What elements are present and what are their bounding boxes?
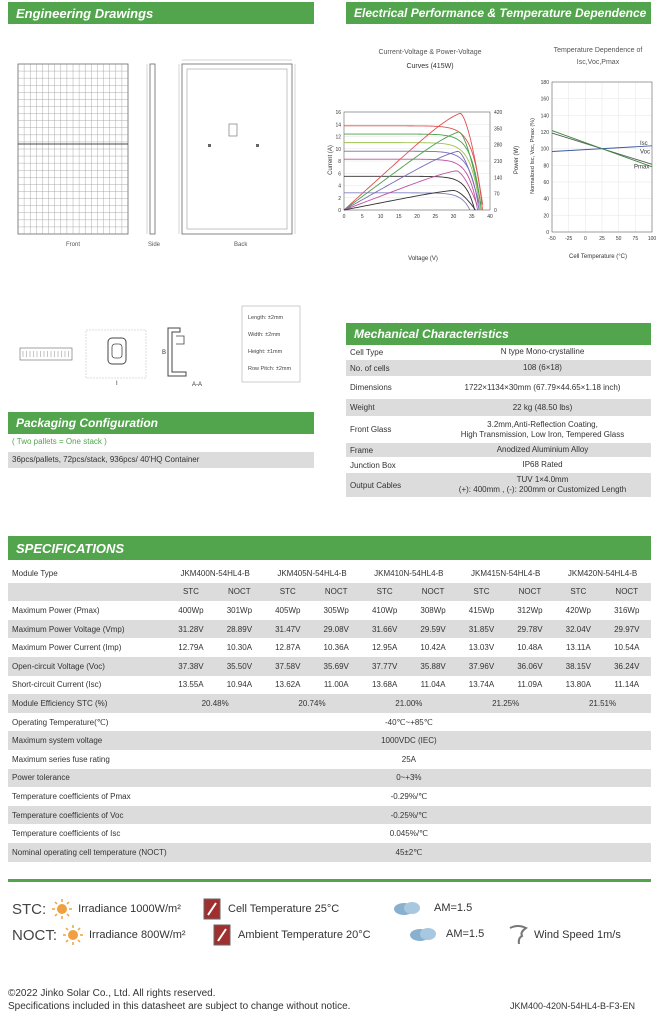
spec-value: 11.09A xyxy=(517,680,543,690)
noct-label: NOCT: xyxy=(12,926,57,944)
front-label: Front xyxy=(66,242,81,248)
noct-temperature xyxy=(212,924,371,946)
spec-value: 12.95A xyxy=(371,643,398,653)
spec-value: 415Wp xyxy=(468,605,495,615)
cross-section-drawings xyxy=(8,300,338,400)
spec-label: Maximum series fuse rating xyxy=(12,754,110,764)
temp-label-isc: Isc xyxy=(640,140,648,147)
iv-y-label: Current (A) xyxy=(328,145,334,175)
temp-y-tick: 40 xyxy=(543,196,549,203)
noct-wind xyxy=(508,924,621,946)
mech-row-dimensions xyxy=(346,377,651,399)
temp-label-voc: Voc xyxy=(640,149,651,156)
mech-value: TUV 1×4.0mm xyxy=(516,475,569,484)
specifications-table xyxy=(8,564,651,862)
iv-chart-title: Current-Voltage & Power-Voltage xyxy=(378,49,482,56)
spec-value: 13.68A xyxy=(371,680,398,690)
spec-value: 11.14A xyxy=(614,680,640,690)
iv-y-tick: 16 xyxy=(335,110,341,116)
spec-value: 13.55A xyxy=(178,680,204,690)
spec-row xyxy=(8,806,651,825)
spec-label: Open-circuit Voltage (Voc) xyxy=(8,657,167,676)
spec-value: 28.89V xyxy=(215,620,263,639)
iv-y-tick: 4 xyxy=(338,183,341,190)
packaging-header: Packaging Configuration xyxy=(8,412,314,434)
spec-value: 29.97V xyxy=(603,620,651,639)
temp-x-tick: 75 xyxy=(632,236,639,242)
temp-x-label: Cell Temperature (°C) xyxy=(569,254,627,260)
spec-value: 1000VDC (IEC) xyxy=(167,731,651,750)
mechanical-header: Mechanical Characteristics xyxy=(346,323,651,345)
mech-value-2: High Transmission, Low Iron, Tempered Glass xyxy=(460,429,625,439)
mech-key: Output Cables xyxy=(350,480,402,490)
iv-pv-chart xyxy=(318,44,518,266)
stc-am-value: AM=1.5 xyxy=(434,902,473,914)
spec-value: 13.62A xyxy=(275,680,301,690)
spec-value: 0~+3% xyxy=(167,769,651,788)
mech-value: Anodized Aluminium Alloy xyxy=(496,445,589,454)
noct-header: NOCT xyxy=(312,583,360,602)
cloud-icon xyxy=(408,924,438,944)
temp-y-tick: 160 xyxy=(540,96,549,103)
back-label: Back xyxy=(234,242,248,248)
front-view-drawing xyxy=(18,64,128,234)
iv-y-tick: 2 xyxy=(338,195,341,202)
mech-value: IP68 Rated xyxy=(522,460,563,469)
blank-cell xyxy=(8,583,167,602)
iv-chart-subtitle: Curves (415W) xyxy=(406,63,454,70)
spec-value: 10.30A xyxy=(226,643,253,653)
iv-x-tick: 15 xyxy=(395,214,402,220)
model-name: JKM400N-54HL4-B xyxy=(180,568,250,578)
model-name: JKM405N-54HL4-B xyxy=(277,568,347,578)
stc-cell-temp: Cell Temperature 25°C xyxy=(228,903,340,915)
stc-header: STC xyxy=(264,583,312,602)
spec-value: 37.38V xyxy=(167,657,215,676)
frame-profile-drawing xyxy=(162,328,202,388)
noct-ambient-temp: Ambient Temperature 20°C xyxy=(238,929,371,941)
temp-x-tick: 100 xyxy=(647,236,657,242)
spec-value: 0.045%/℃ xyxy=(389,829,429,839)
mech-value-2: (+): 400mm , (-): 200mm or Customized Length xyxy=(458,485,627,494)
mech-row-cells xyxy=(346,360,651,377)
spec-label: Maximum system voltage xyxy=(8,731,167,750)
mech-key: Frame xyxy=(350,445,374,455)
sun-icon xyxy=(50,898,74,920)
packaging-note: ( Two pallets = One stack ) xyxy=(12,437,107,446)
spec-value: 35.88V xyxy=(409,657,457,676)
spec-value: 308Wp xyxy=(420,605,446,615)
cloud-icon xyxy=(392,898,422,918)
iv-y-tick: 6 xyxy=(338,171,341,178)
noct-am xyxy=(408,924,484,944)
spec-value: -0.29%/℃ xyxy=(390,791,428,801)
iv-x-tick: 20 xyxy=(414,214,420,220)
temp-x-tick: 25 xyxy=(599,236,605,242)
iv-x-tick: 25 xyxy=(432,214,439,220)
spec-value: 305Wp xyxy=(323,605,349,615)
noct-header: NOCT xyxy=(603,583,651,602)
iv-y2-tick: 210 xyxy=(494,159,503,165)
iv-y-tick: 12 xyxy=(335,134,341,141)
iv-x-tick: 30 xyxy=(450,214,457,220)
noct-wind-speed: Wind Speed 1m/s xyxy=(534,929,621,941)
iv-x-label: Voltage (V) xyxy=(408,256,438,262)
spec-row xyxy=(8,657,651,676)
noct-header: NOCT xyxy=(506,583,554,602)
spec-value: 301Wp xyxy=(226,605,253,615)
efficiency-value: 21.51% xyxy=(554,694,651,713)
spec-row xyxy=(8,638,651,657)
spec-value: 32.04V xyxy=(554,620,602,639)
mech-value: 3.2mm,Anti-Reflection Coating, xyxy=(487,419,598,429)
spec-value: 10.36A xyxy=(323,643,349,653)
spec-value: 37.96V xyxy=(457,657,505,676)
spec-value: 10.94A xyxy=(226,680,253,690)
efficiency-value: 20.74% xyxy=(264,694,361,713)
spec-row xyxy=(8,713,651,732)
mech-row-glass xyxy=(346,417,651,443)
efficiency-value: 21.25% xyxy=(457,694,554,713)
spec-label: Module Efficiency STC (%) xyxy=(8,694,167,713)
temperature-chart xyxy=(526,44,661,266)
spec-label: Power tolerance xyxy=(8,769,167,788)
mech-row-junction xyxy=(346,458,651,473)
mech-value: 22 kg (48.50 lbs) xyxy=(512,402,573,412)
spec-value: 13.03V xyxy=(468,643,495,653)
stc-label: STC: xyxy=(12,900,47,918)
mech-row-frame xyxy=(346,443,651,458)
divider xyxy=(8,879,651,882)
noct-am-value: AM=1.5 xyxy=(446,928,485,940)
spec-value: 45±2℃ xyxy=(167,843,651,862)
iv-y2-tick: 0 xyxy=(494,208,497,214)
spec-label: Maximum Power Current (Imp) xyxy=(12,643,122,653)
packaging-detail: 36pcs/pallets, 72pcs/stack, 936pcs/ 40'HQ Container xyxy=(8,452,314,468)
notice: Specifications included in this datasheet are subject to change without notice. xyxy=(8,1001,351,1012)
spec-value: 38.15V xyxy=(554,657,602,676)
temp-label-pmax: Pmax xyxy=(634,164,650,171)
mech-row-weight xyxy=(346,399,651,417)
specifications-header: SPECIFICATIONS xyxy=(8,536,651,560)
stc-conditions xyxy=(12,898,181,920)
spec-row xyxy=(8,676,651,695)
iv-x-tick: 10 xyxy=(377,214,384,220)
temp-x-tick: 50 xyxy=(615,236,622,242)
spec-value: 410Wp xyxy=(371,605,398,615)
iv-y-tick: 14 xyxy=(335,122,341,129)
spec-label: Maximum Power (Pmax) xyxy=(12,605,100,615)
section-i-label: I xyxy=(116,381,118,387)
stc-irradiance: Irradiance 1000W/m² xyxy=(78,903,181,915)
temp-chart-subtitle: Isc,Voc,Pmax xyxy=(576,59,620,66)
spec-value: 405Wp xyxy=(275,605,301,615)
spec-value: 12.87A xyxy=(275,643,301,653)
document-id: JKM400-420N-54HL4-B-F3-EN xyxy=(510,1001,636,1011)
thermometer-icon xyxy=(212,924,232,946)
spec-value: 35.69V xyxy=(312,657,360,676)
temp-y-tick: 60 xyxy=(543,180,549,186)
temp-y-tick: 80 xyxy=(543,163,549,170)
spec-value: 10.54A xyxy=(614,643,640,653)
spec-value: 11.00A xyxy=(323,680,349,690)
spec-value: 420Wp xyxy=(565,605,591,615)
section-aa-label: A-A xyxy=(192,382,203,388)
spec-value: 10.48A xyxy=(517,643,543,653)
stc-am xyxy=(392,898,472,918)
side-view-drawing xyxy=(147,64,155,234)
engineering-drawings xyxy=(8,44,314,264)
thermometer-icon xyxy=(202,898,222,920)
spec-value: 312Wp xyxy=(517,605,543,615)
spec-value: 13.11A xyxy=(565,643,591,653)
spec-row xyxy=(8,731,651,750)
temp-chart-title: Temperature Dependence of xyxy=(553,47,643,54)
spec-value: -40℃~+85℃ xyxy=(384,717,433,727)
spec-value: 400Wp xyxy=(178,605,204,615)
spec-row xyxy=(8,750,651,769)
mech-value: 1722×1134×30mm (67.79×44.65×1.18 inch) xyxy=(464,382,621,392)
spec-value: 37.58V xyxy=(264,657,312,676)
mech-key: Weight xyxy=(350,403,375,412)
iv-y2-tick: 280 xyxy=(494,142,503,149)
iv-x-tick: 35 xyxy=(468,214,475,220)
temp-x-tick: -50 xyxy=(548,236,556,242)
side-label: Side xyxy=(148,242,161,248)
iv-x-tick: 40 xyxy=(487,214,493,220)
model-name: JKM410N-54HL4-B xyxy=(374,568,444,578)
spec-value: 316Wp xyxy=(614,605,640,615)
iv-x-tick: 5 xyxy=(360,214,364,220)
temp-x-tick: 0 xyxy=(583,236,587,242)
stc-header: STC xyxy=(554,583,602,602)
spec-row xyxy=(8,787,651,806)
mech-key: Junction Box xyxy=(350,460,396,470)
mechanical-table xyxy=(346,345,651,498)
cable-drawing xyxy=(20,348,72,360)
spec-value: 29.08V xyxy=(312,620,360,639)
iv-series-pv-200 xyxy=(344,190,475,210)
iv-series-iv-200 xyxy=(344,193,470,210)
temp-y-tick: 100 xyxy=(540,146,549,153)
temp-x-tick: -25 xyxy=(565,236,573,242)
iv-series-pv-1000 xyxy=(344,113,483,210)
iv-y-tick: 8 xyxy=(338,159,341,165)
stc-header: STC xyxy=(167,583,215,602)
noct-header: NOCT xyxy=(409,583,457,602)
efficiency-row xyxy=(8,694,651,713)
temp-y-tick: 20 xyxy=(543,213,549,220)
section-b-label: B xyxy=(162,350,167,356)
height-tolerance: Height: ±1mm xyxy=(248,349,283,355)
spec-value: 36.24V xyxy=(603,657,651,676)
efficiency-value: 21.00% xyxy=(360,694,457,713)
spec-label: Maximum Power Voltage (Vmp) xyxy=(8,620,167,639)
spec-value: 37.77V xyxy=(360,657,408,676)
spec-value: 35.50V xyxy=(215,657,263,676)
iv-x-tick: 0 xyxy=(342,214,346,220)
tolerance-box xyxy=(242,306,300,382)
spec-value: 31.47V xyxy=(264,620,312,639)
spec-row xyxy=(8,620,651,639)
mech-key: Cell Type xyxy=(350,347,384,357)
engineering-drawings-header: Engineering Drawings xyxy=(8,2,314,24)
spec-value: -0.25%/℃ xyxy=(167,806,651,825)
spec-value: 29.59V xyxy=(409,620,457,639)
iv-y2-tick: 70 xyxy=(494,191,500,198)
mech-key: Dimensions xyxy=(350,383,392,392)
spec-value: 13.80A xyxy=(565,680,591,690)
mech-row-cell-type xyxy=(346,345,651,360)
spec-label: Temperature coefficients of Isc xyxy=(12,829,121,839)
spec-label: Temperature coefficients of Voc xyxy=(8,806,167,825)
stc-header: STC xyxy=(457,583,505,602)
stc-noct-row xyxy=(8,583,651,602)
back-view-drawing xyxy=(179,60,295,234)
iv-series-pv-400 xyxy=(344,171,477,210)
noct-header: NOCT xyxy=(215,583,263,602)
stc-header: STC xyxy=(360,583,408,602)
spec-label: Short-circuit Current (Isc) xyxy=(12,680,102,690)
mech-row-cables xyxy=(346,473,651,498)
module-type-row xyxy=(8,564,651,583)
row-pitch-tolerance: Row Pitch: ±2mm xyxy=(248,366,292,372)
iv-y2-tick: 140 xyxy=(494,175,503,182)
spec-value: 31.28V xyxy=(167,620,215,639)
iv-y-tick: 0 xyxy=(338,208,341,214)
iv-y-tick: 10 xyxy=(335,146,341,153)
spec-value: 11.04A xyxy=(420,680,446,690)
spec-row xyxy=(8,824,651,843)
electrical-performance-header: Electrical Performance & Temperature Dependence xyxy=(346,2,651,24)
mech-key: Front Glass xyxy=(350,425,392,434)
sun-icon xyxy=(61,924,85,946)
iv-y2-tick: 420 xyxy=(494,110,503,116)
spec-row xyxy=(8,843,651,862)
temp-y-tick: 120 xyxy=(540,130,549,136)
mech-value: N type Mono-crystalline xyxy=(500,347,585,356)
copyright: ©2022 Jinko Solar Co., Ltd. All rights reserved. xyxy=(8,988,216,999)
junction-box-drawing xyxy=(86,330,146,387)
width-tolerance: Width: ±2mm xyxy=(248,332,281,338)
iv-y2-tick: 350 xyxy=(494,126,503,133)
length-tolerance: Length: ±2mm xyxy=(248,315,284,321)
spec-value: 31.85V xyxy=(457,620,505,639)
spec-value: 13.74A xyxy=(468,680,495,690)
iv-y2-label: Power (W) xyxy=(514,145,520,175)
module-type-label: Module Type xyxy=(12,568,58,578)
spec-row xyxy=(8,769,651,788)
temp-y-tick: 140 xyxy=(540,113,549,120)
spec-label: Temperature coefficients of Pmax xyxy=(12,791,131,801)
spec-value: 25A xyxy=(401,754,416,764)
spec-value: 31.66V xyxy=(360,620,408,639)
spec-value: 29.78V xyxy=(506,620,554,639)
spec-value: 12.79A xyxy=(178,643,204,653)
efficiency-value: 20.48% xyxy=(167,694,264,713)
stc-temperature xyxy=(202,898,339,920)
model-name: JKM415N-54HL4-B xyxy=(471,568,541,578)
mech-key: No. of cells xyxy=(350,363,390,373)
temp-y-tick: 180 xyxy=(540,80,549,86)
wind-icon xyxy=(508,924,528,946)
noct-irradiance: Irradiance 800W/m² xyxy=(89,929,186,941)
spec-row xyxy=(8,601,651,620)
spec-value: 10.42A xyxy=(420,643,446,653)
spec-label: Nominal operating cell temperature (NOCT) xyxy=(8,843,167,862)
mech-value: 108 (6×18) xyxy=(523,363,562,372)
temp-y-tick: 0 xyxy=(546,230,549,236)
temp-y-label: Normalized Isc, Voc, Pmax (%) xyxy=(530,118,536,194)
model-name: JKM420N-54HL4-B xyxy=(567,568,638,578)
noct-conditions xyxy=(12,924,186,946)
spec-value: 36.06V xyxy=(506,657,554,676)
spec-label: Operating Temperature(℃) xyxy=(12,717,109,727)
